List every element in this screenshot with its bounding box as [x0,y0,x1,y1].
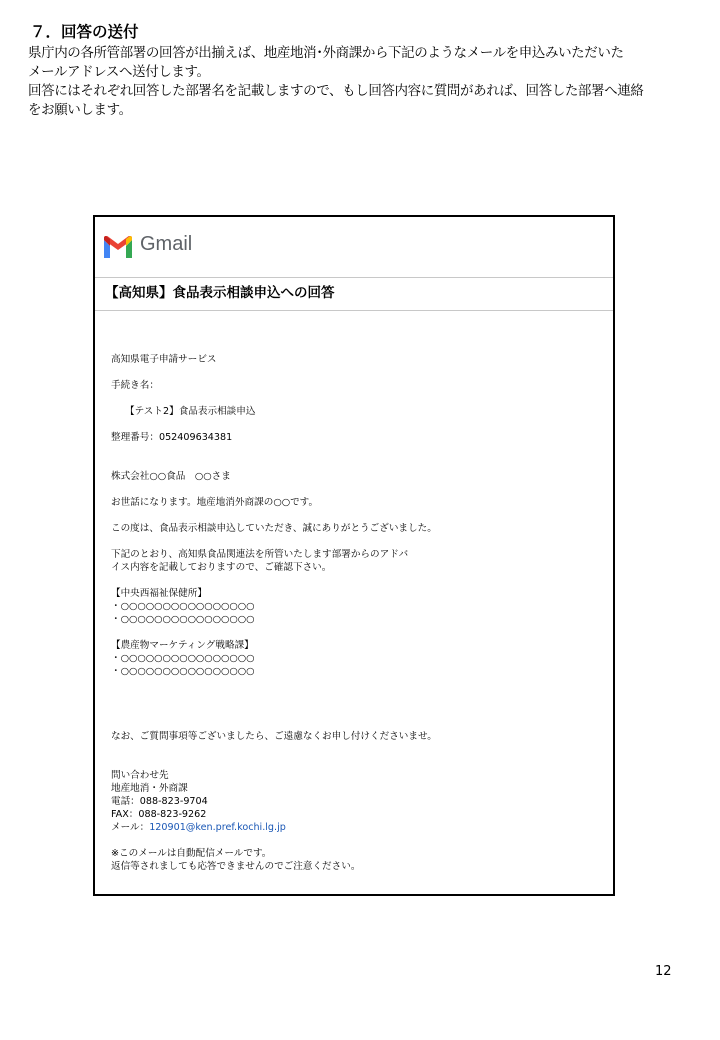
gmail-header [95,217,613,278]
contact-email [111,821,611,834]
intro-text [28,44,704,120]
gmail-wordmark: Gmail [140,233,193,255]
contact-title: 問い合わせ先 [111,770,169,781]
procedure-label: 手続き名： [111,380,159,391]
thanks-message: この度は、食品表示相談申込していただき、誠にありがとうございました。 [111,523,437,534]
explanation-line: 下記のとおり、高知県食品関連法を所管いたします部署からのアドバ [111,549,409,560]
contact-fax: FAX：088-823-9262 [111,809,207,820]
auto-notice-line: ※このメールは自動配信メールです。 [111,848,272,859]
service-name: 高知県電子申請サービス [111,354,217,365]
section-heading: ７．回答の送付 [30,23,139,41]
recipient: 株式会社○○食品 ○○さま [111,471,231,482]
intro-line: 県庁内の各所管部署の回答が出揃えば、地産地消･外商課から下記のようなメールを申込みいただいた [28,45,624,61]
explanation-line: イス内容を記載しておりますので、ご確認下さい。 [111,562,332,573]
auto-notice-line: 返信等されましても応答できませんのでご注意ください。 [111,861,361,872]
intro-line: メールアドレスへ送付します。 [28,64,210,80]
intro-line: 回答にはそれぞれ回答した部署名を記載しますので、もし回答内容に質問があれば、回答した部署へ連絡 [28,83,644,99]
contact-department: 地産地消・外商課 [111,783,188,794]
divider [95,310,613,311]
contact-email-label: メール： [111,822,150,833]
advice-item: ・○○○○○○○○○○○○○○○○ [111,614,255,625]
advice-item: ・○○○○○○○○○○○○○○○○ [111,666,255,677]
contact-phone: 電話：088-823-9704 [111,796,208,807]
department-section-title: 【中央西福祉保健所】 [111,588,207,599]
page-number: 12 [655,964,672,979]
department-section-title: 【農産物マーケティング戦略課】 [111,640,254,651]
advice-item: ・○○○○○○○○○○○○○○○○ [111,653,255,664]
reference-number: 整理番号：052409634381 [111,432,233,443]
procedure-name: 【テスト2】食品表示相談申込 [125,406,256,417]
contact-email-link[interactable]: 120901@ken.pref.kochi.lg.jp [149,822,286,833]
email-body [111,353,611,873]
email-screenshot [93,215,615,896]
gmail-logo-icon [102,236,134,264]
greeting: お世話になります。地産地消外商課の○○です。 [111,497,319,508]
email-subject: 【高知県】食品表示相談申込への回答 [105,285,335,301]
intro-line: をお願いします。 [28,102,132,118]
advice-item: ・○○○○○○○○○○○○○○○○ [111,601,255,612]
closing-message: なお、ご質問事項等ございましたら、ご遠慮なくお申し付けくださいませ。 [111,731,437,742]
